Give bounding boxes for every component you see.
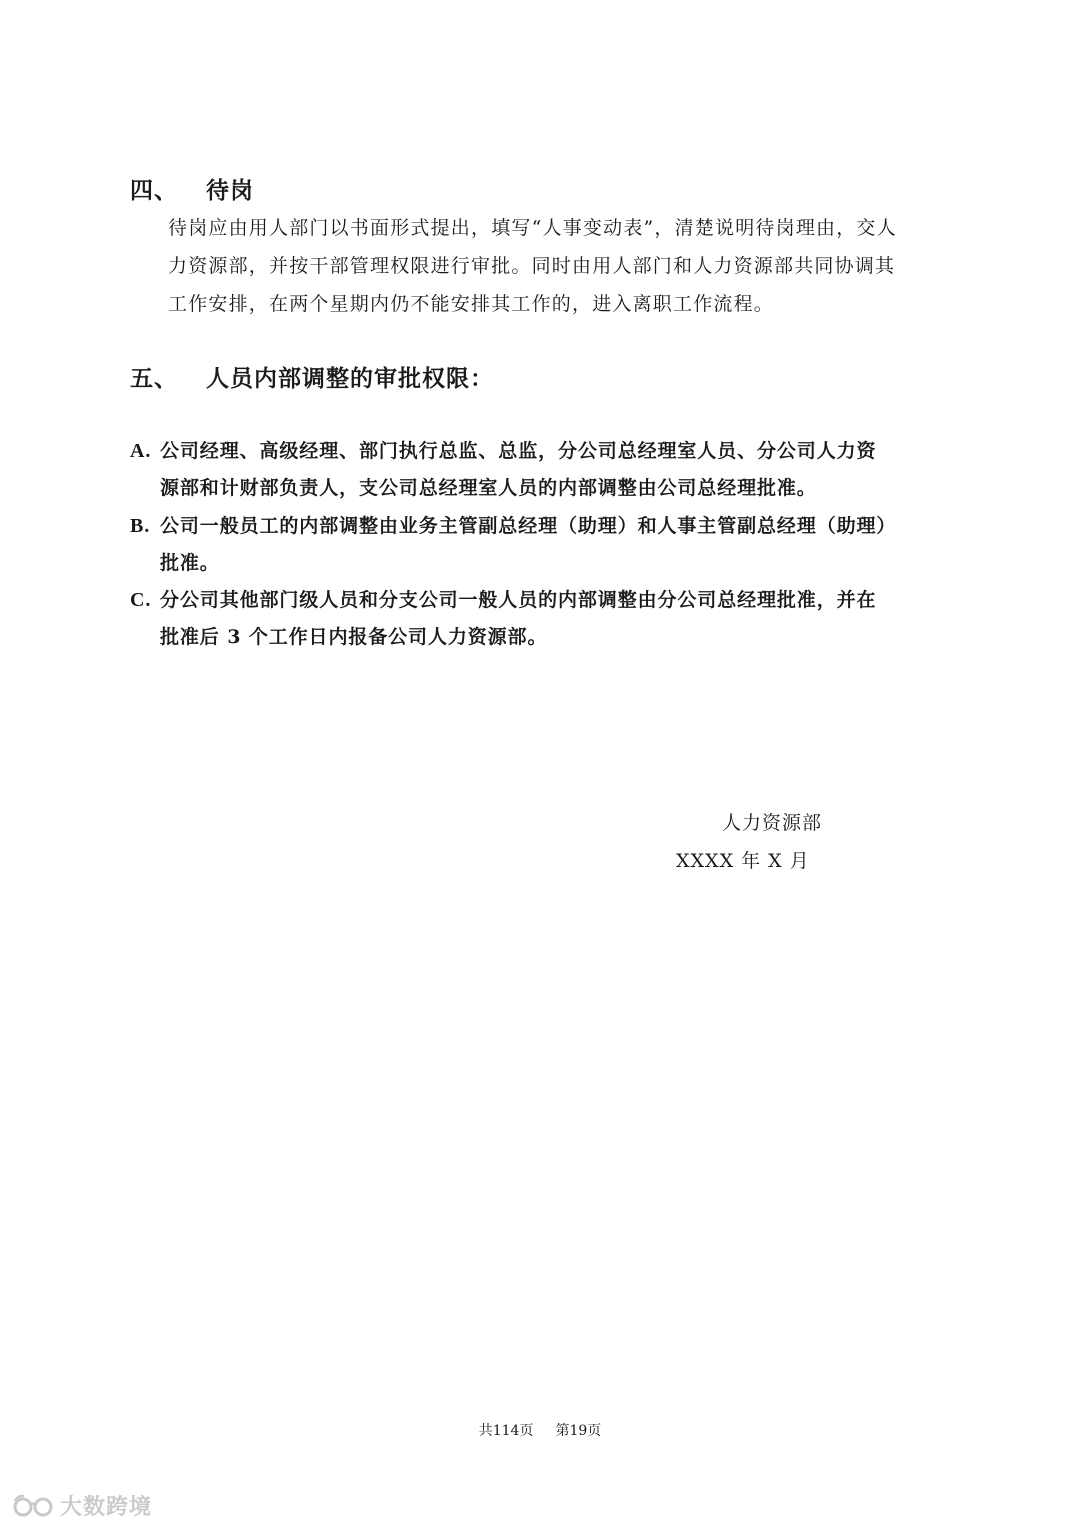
list-item-line: 分公司其他部门级人员和分支公司一般人员的内部调整由分公司总经理批准，并在	[160, 589, 877, 611]
section-5-heading	[130, 360, 494, 393]
list-item-label: C.	[130, 589, 152, 611]
watermark	[12, 1490, 152, 1521]
list-item-a	[130, 433, 960, 507]
list-item-label: A.	[130, 440, 152, 462]
paragraph-line: 力资源部，并按干部管理权限进行审批。同时由用人部门和人力资源部共同协调其	[168, 255, 896, 277]
list-item-line: 源部和计财部负责人，支公司总经理室人员的内部调整由公司总经理批准。	[160, 477, 817, 499]
paragraph-line: 待岗应由用人部门以书面形式提出，填写“人事变动表”，清楚说明待岗理由，交人	[168, 217, 897, 239]
signature-department: 人力资源部	[722, 812, 823, 834]
list-item-c	[130, 582, 960, 656]
section-5-title: 人员内部调整的审批权限：	[206, 365, 494, 392]
list-item-line: 公司一般员工的内部调整由业务主管副总经理（助理）和人事主管副总经理（助理）	[160, 515, 897, 537]
section-4-title: 待岗	[206, 177, 254, 204]
section-5-number: 五、	[130, 365, 178, 392]
list-item-b	[130, 508, 960, 582]
page-current: 第19页	[555, 1423, 602, 1439]
page-total: 共114页	[478, 1423, 534, 1439]
paragraph-line: 工作安排，在两个星期内仍不能安排其工作的，进入离职工作流程。	[168, 293, 775, 315]
list-item-line: 批准。	[160, 552, 220, 574]
list-item-label: B.	[130, 515, 151, 537]
list-item-line: 批准后 3 个工作日内报备公司人力资源部。	[160, 626, 548, 648]
section-4-paragraph	[168, 209, 958, 323]
signature-date: XXXX 年 X 月	[676, 850, 810, 872]
section-4-number: 四、	[130, 177, 178, 204]
logo-glasses-icon	[12, 1493, 56, 1519]
section-4-heading	[130, 172, 254, 205]
list-item-line: 公司经理、高级经理、部门执行总监、总监，分公司总经理室人员、分公司人力资	[160, 440, 877, 462]
page-footer	[0, 1420, 1080, 1440]
watermark-text: 大数跨境	[60, 1495, 153, 1520]
